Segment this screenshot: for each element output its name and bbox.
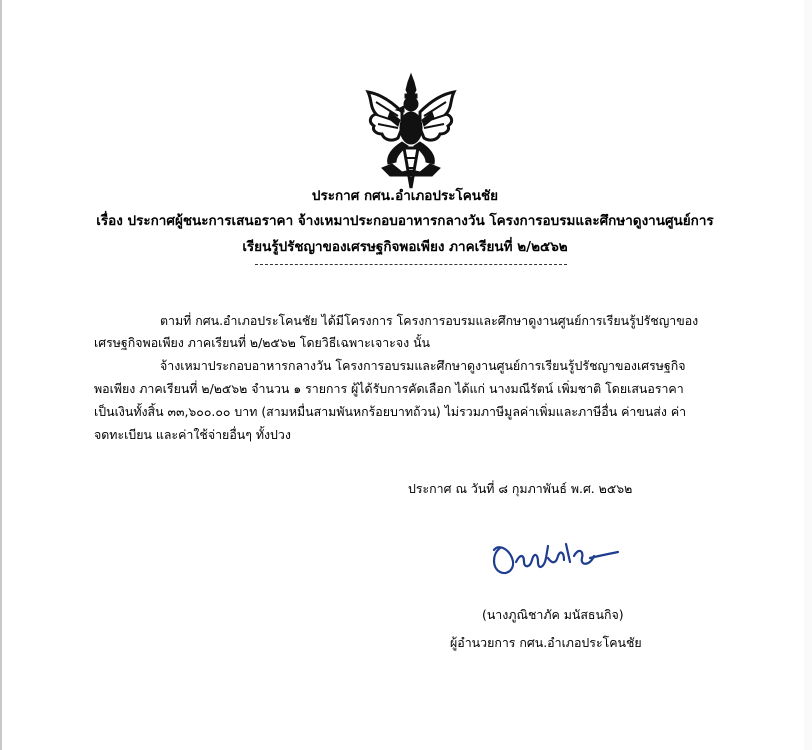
- body-paragraph-2-line-4: จดทะเบียน และค่าใช้จ่ายอื่นๆ ทั้งปวง: [94, 427, 291, 442]
- handwritten-signature-icon: [486, 532, 626, 582]
- signer-name: (นางภูณิชาภัค มนัสธนกิจ): [482, 607, 624, 622]
- announcement-subject-line-1: เรื่อง ประกาศผู้ชนะการเสนอราคา จ้างเหมาประกอบอาหารกลางวัน โครงการอบรมและศึกษาดูงานศูนย์การ: [96, 213, 714, 229]
- heading-divider: [255, 264, 567, 265]
- body-paragraph-2-line-3: เป็นเงินทั้งสิ้น ๓๓,๖๐๐.๐๐ บาท (สามหมื่นสามพันหกร้อยบาทถ้วน) ไม่รวมภาษีมูลค่าเพิ่มและภาษีอื่น ค่าขนส่ง ค่า: [94, 404, 687, 419]
- garuda-emblem-icon: [362, 72, 460, 190]
- page-left-edge: [0, 0, 2, 750]
- body-paragraph-1-line-2: เศรษฐกิจพอเพียง ภาคเรียนที่ ๒/๒๕๖๒ โดยวิธีเฉพาะเจาะจง นั้น: [94, 335, 431, 350]
- announcement-title: ประกาศ กศน.อำเภอประโคนชัย: [311, 188, 499, 204]
- signer-title: ผู้อำนวยการ กศน.อำเภอประโคนชัย: [450, 635, 642, 650]
- announcement-subject-line-2: เรียนรู้ปรัชญาของเศรษฐกิจพอเพียง ภาคเรียนที่ ๒/๒๕๖๒: [242, 239, 568, 255]
- announcement-date: ประกาศ ณ วันที่ ๘ กุมภาพันธ์ พ.ศ. ๒๕๖๒: [408, 481, 633, 496]
- body-paragraph-1-line-1: ตามที่ กศน.อำเภอประโคนชัย ได้มีโครงการ โครงการอบรมและศึกษาดูงานศูนย์การเรียนรู้ปรัชญาของ: [160, 313, 699, 328]
- body-paragraph-2-line-1: จ้างเหมาประกอบอาหารกลางวัน โครงการอบรมและศึกษาดูงานศูนย์การเรียนรู้ปรัชญาของเศรษฐกิจ: [160, 358, 686, 373]
- body-paragraph-2-line-2: พอเพียง ภาคเรียนที่ ๒/๒๕๖๒ จำนวน ๑ รายการ ผู้ได้รับการคัดเลือก ได้แก่ นางมณีรัตน์ เพิ่มชาติ โดยเสนอราคา: [94, 381, 684, 396]
- page-right-edge: [804, 0, 812, 750]
